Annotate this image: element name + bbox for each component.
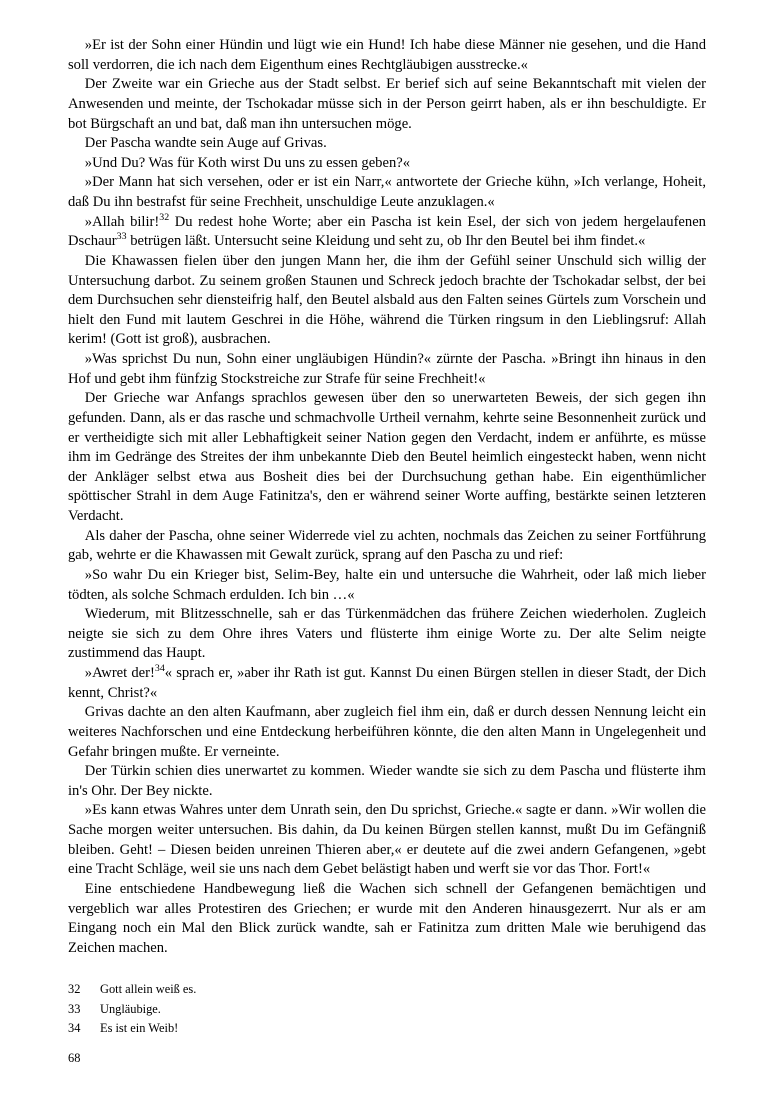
footnote-text: Ungläubige. [100, 1001, 161, 1016]
paragraph: »Was sprichst Du nun, Sohn einer ungläubigen Hündin?« zürnte der Pascha. »Bringt ihn hinaus in den Hof und gebt ihm fünfzig Stockstreiche zur Strafe für seine Frechheit!« [68, 351, 706, 387]
paragraph: Der Grieche war Anfangs sprachlos gewesen über den so unerwarteten Beweis, der sich gegen ihn gefunden. Dann, als er das rasche und schmachvolle Urtheil vernahm, kehrte seine Besonnenheit zurück und er vertheidigte sich mit aller Lebhaftigkeit seiner Nation gegen den Verdacht, indem er anführte, es müsse ihm im Gedränge des Streites der ihm unbekannte Dieb den Beutel heimlich eingesteckt haben, wenn nicht der Ankläger selbst etwa aus Bosheit dies bei der Durchsuchung gethan habe. Ein eigenthümlicher spöttischer Strahl in dem Auge Fatinitza's, den er während seiner Worte auffing, bestärkte seinen letzteren Verdacht. [68, 390, 706, 524]
paragraph: »Und Du? Was für Koth wirst Du uns zu essen geben?« [84, 154, 411, 171]
paragraph: »Der Mann hat sich versehen, oder er ist ein Narr,« antwortete der Grieche kühn, »Ich verlange, Hoheit, daß Du ihn bestrafst für seine Frechheit, unschuldige Leute anzuklagen.« [68, 174, 706, 210]
footnote-number: 32 [68, 982, 81, 997]
paragraph: Als daher der Pascha, ohne seiner Widerrede viel zu achten, nochmals das Zeichen zu seiner Fortführung gab, wehrte er die Khawassen mit Gewalt zurück, sprang auf den Pascha zu und rief: [68, 527, 706, 564]
paragraph: »Awret der!$^{34}$« sprach er, »aber ihr Rath ist gut. Kannst Du einen Bürgen stellen in dieser Stadt, der Dich kennt, Christ?« [68, 663, 706, 701]
footnote-text: Es ist ein Weib! [100, 1020, 179, 1035]
footnote-item [68, 1000, 706, 1019]
footnote-marker[interactable]: 32 [159, 211, 170, 223]
paragraph: Der Türkin schien dies unerwartet zu kommen. Wieder wandte sie sich zu dem Pascha und flüsterte ihm in's Ohr. Der Bey nickte. [68, 763, 706, 799]
paragraph: Wiederum, mit Blitzesschnelle, sah er das Türkenmädchen das frühere Zeichen wiederholen. Zugleich neigte sie sich zu dem Ohre ihres Vaters und flüsterte ihm einige Worte zu. Der alte Selim neigte zustimmend das Haupt. [68, 606, 706, 662]
footnote-number: 33 [68, 1001, 81, 1016]
paragraph: »Es kann etwas Wahres unter dem Unrath sein, den Du sprichst, Grieche.« sagte er dann. »Wir wollen die Sache morgen weiter untersuchen. Bis dahin, da Du keinen Bürgen stellen kannst, mußt Du im Gefängniß bleiben. Geht! – Diesen beiden unreinen Thieren aber,« er deutete auf die zwei andern Gefangenen, »gebt eine Tracht Schläge, weil sie uns nach dem Gebet belästigt haben und werft sie vor das Thor. Fort!« [68, 802, 706, 878]
footnote-marker[interactable]: 33 [116, 231, 127, 243]
paragraph: Der Zweite war ein Grieche aus der Stadt selbst. Er berief sich auf seine Bekanntschaft mit vielen der Anwesenden und meinte, der Tschokadar müsse sich in der Person geirrt haben, als er ihn beschuldigte. Er bot Bürgschaft an und bat, daß man ihn untersuchen möge. [68, 76, 706, 132]
body-text [68, 36, 706, 958]
footnote-marker[interactable]: 34 [154, 663, 165, 675]
paragraph: Eine entschiedene Handbewegung ließ die Wachen sich schnell der Gefangenen bemächtigen und vergeblich war alles Protestiren des Griechen; er wurde mit den Anderen hinausgezerrt. Nur als er am Eingang noch ein Mal den Blick zurück wandte, sah er Fatinitza zum dritten Male wie beruhigend das Zeichen machen. [68, 880, 706, 956]
footnote-item [68, 980, 706, 999]
paragraph: Die Khawassen fielen über den jungen Mann her, die ihm der Gefühl seiner Unschuld sich willig der Untersuchung darbot. Zu seinem großen Staunen und Schreck jedoch brachte der Tschokadar selbst, der bei dem Durchsuchen sehr diensteifrig half, den Beutel alsbald aus den Falten seines Gürtels zum Vorschein und hielt den Fund mit lautem Geschrei in die Höhe, während die Türken ringsum in den Lieblingsruf: Allah kerim! (Gott ist groß), ausbrachen. [68, 252, 706, 348]
paragraph: Der Pascha wandte sein Auge auf Grivas. [84, 135, 327, 152]
footnote-number: 34 [68, 1020, 81, 1035]
paragraph: Grivas dachte an den alten Kaufmann, aber zugleich fiel ihm ein, daß er durch dessen Nennung leicht ein weiteres Nachforschen und eine Entdeckung herbeiführen könnte, die den alten Mann in Ungelegenheit und Gefahr bringen mußte. Er verneinte. [68, 704, 706, 760]
footnote-item [68, 1019, 706, 1038]
paragraph: »Er ist der Sohn einer Hündin und lügt wie ein Hund! Ich habe diese Männer nie gesehen, und die Hand soll verdorren, die ich nach dem Eigenthum eines Rechtgläubigen ausstrecke.« [68, 37, 706, 73]
footnote-text: Gott allein weiß es. [100, 982, 197, 997]
page-number: 68 [68, 1051, 81, 1065]
paragraph: »So wahr Du ein Krieger bist, Selim-Bey, halte ein und untersuche die Wahrheit, oder laß mich lieber tödten, als solche Schmach erdulden. Ich bin …« [68, 566, 706, 603]
paragraph: »Allah bilir!$^{32}$ Du redest hohe Worte; aber ein Pascha ist kein Esel, der sich von jedem hergelaufenen Dschaur$^{33}$ betrügen läßt. Untersucht seine Kleidung und seht zu, ob Ihr den Beutel bei ihm findet.« [68, 211, 706, 250]
footnotes-section [68, 980, 706, 1038]
